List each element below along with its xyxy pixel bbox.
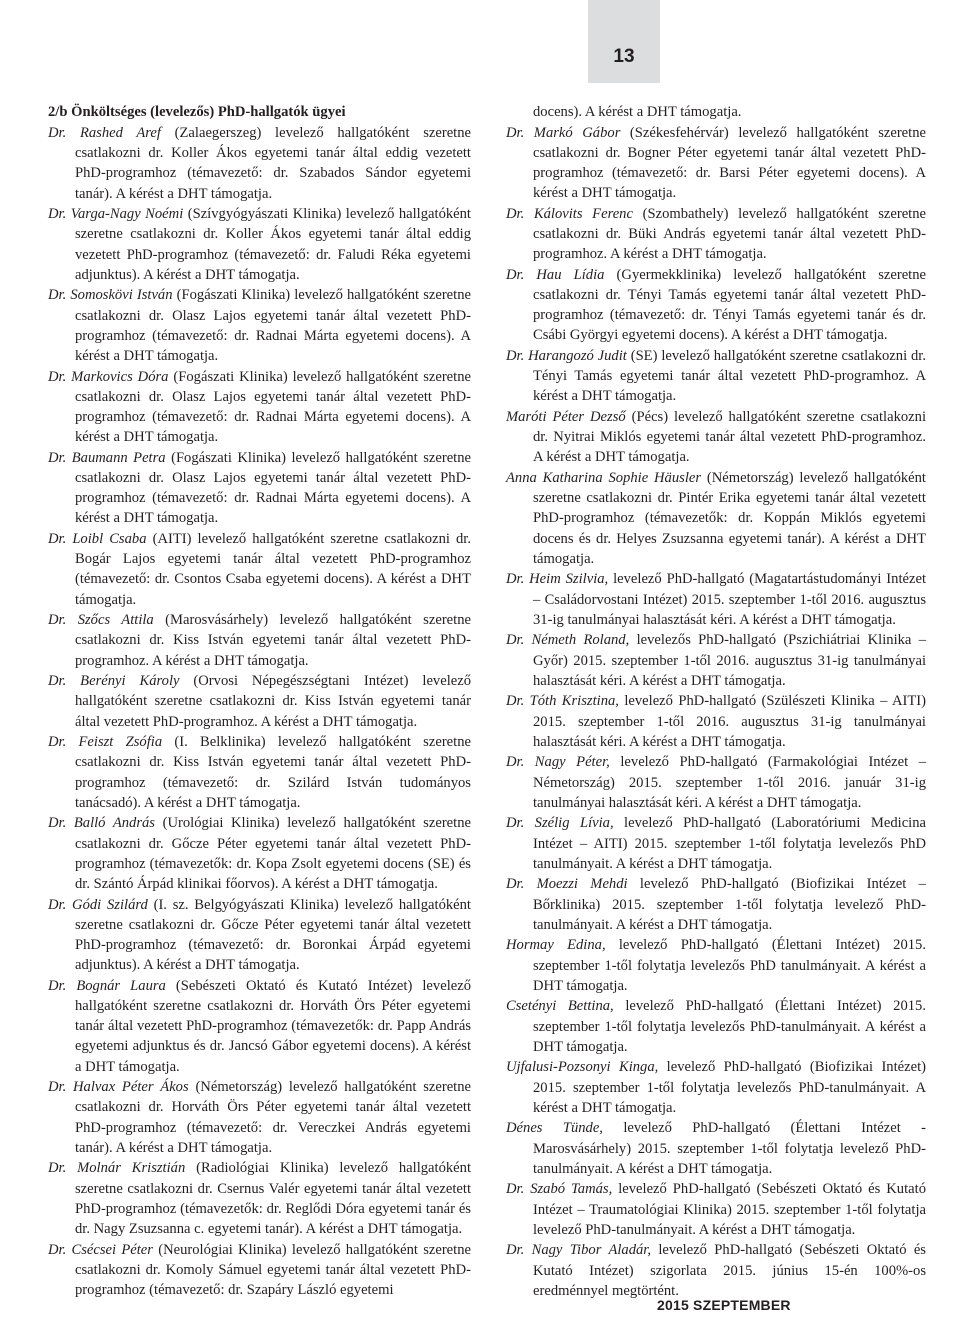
page-number-box xyxy=(588,0,660,83)
entry-person-name: Dr. Nagy Péter, xyxy=(506,754,610,771)
entry-person-name: Dr. Harangozó Judit xyxy=(506,348,627,364)
entry-paragraph xyxy=(506,752,926,813)
entry-person-name: Dr. Hau Lídia xyxy=(506,266,605,283)
right-column xyxy=(506,102,926,1301)
entry-paragraph xyxy=(506,874,926,935)
entry-text: (Székesfehérvár) levelező hallgatóként szeretne csatlakozni dr. Bogner Péter egyetemi tanár által vezetett PhD-programhoz (témavezető: dr. Barsi Péter egyetemi docens). A kérést a DHT támogatja. xyxy=(533,124,926,202)
entry-person-name: Dr. Szabó Tamás, xyxy=(506,1181,613,1198)
entry-text: (Fogászati Klinika) levelező hallgatóként szeretne csatlakozni dr. Olasz Lajos egyetemi tanár által vezetett PhD-programhoz (témavezető: dr. Radnai Márta egyetemi docens). A kérést a DHT támogatja. xyxy=(75,287,471,365)
entry-text: levelező PhD-hallgató (Élettani Intézet) 2015. szeptember 1-től folytatja levelezős PhD-tanulmányait. A kérést a DHT támogatja. xyxy=(533,998,926,1055)
entry-person-name: Anna Katharina Sophie Häusler xyxy=(506,470,702,486)
entry-paragraph xyxy=(506,1179,926,1240)
entry-text: levelező PhD-hallgató (Magatartástudományi Intézet – Családorvostani Intézet) 2015. szeptember 1-től 2016. augusztus 31-ig tanulmányai halasztását kéri. A kérést a DHT támogatja. xyxy=(533,571,927,628)
entry-paragraph xyxy=(506,468,926,569)
entry-paragraph xyxy=(506,204,926,265)
entry-person-name: Dr. Tóth Krisztina, xyxy=(506,693,619,710)
footer-issue-date: 2015 SZEPTEMBER xyxy=(657,1297,791,1313)
entry-person-name: Dr. Halvax Péter Ákos xyxy=(48,1079,189,1096)
entry-paragraph xyxy=(506,123,926,204)
left-entry-list xyxy=(48,123,471,1300)
entry-person-name: Dr. Berényi Károly xyxy=(48,673,180,690)
entry-paragraph xyxy=(48,1077,471,1158)
entry-text: (Szívgyógyászati Klinika) levelező hallgatóként szeretne csatlakozni dr. Koller Ákos egyetemi tanár által eddig vezetett PhD-programhoz (témavezető: dr. Faludi Réka egyetemi adjunktus). A kérést a DHT támogatja. xyxy=(75,206,471,283)
entry-paragraph xyxy=(506,1118,926,1179)
entry-paragraph xyxy=(48,204,471,285)
entry-person-name: Dr. Nagy Tibor Aladár, xyxy=(506,1242,652,1259)
right-continuation: docens). A kérést a DHT támogatja. xyxy=(533,104,742,120)
entry-text: (Pécs) levelező hallgatóként szeretne csatlakozni dr. Nyitrai Miklós egyetemi tanár által vezetett PhD-programhoz. A kérést a DHT támogatja. xyxy=(533,409,926,466)
entry-paragraph xyxy=(48,123,471,204)
entry-person-name: Dr. Baumann Petra xyxy=(48,449,166,466)
entry-text: (I. Belklinika) levelező hallgatóként szeretne csatlakozni dr. Kiss István egyetemi tanár által vezetett PhD-programhoz (témavezető: dr. Szilárd István tudományos tanácsadó). A kérést a DHT támogatja. xyxy=(75,734,471,811)
entry-paragraph xyxy=(48,367,471,448)
entry-person-name: Dr. Gódi Szilárd xyxy=(48,896,148,913)
entry-text: (Szombathely) levelező hallgatóként szeretne csatlakozni dr. Büki András egyetemi tanár által vezetett PhD-programhoz. A kérést a DHT támogatja. xyxy=(533,205,926,263)
entry-paragraph xyxy=(48,448,471,529)
entry-paragraph xyxy=(48,610,471,671)
entry-paragraph xyxy=(48,732,471,813)
entry-person-name: Dr. Szőcs Attila xyxy=(48,612,154,629)
entry-paragraph xyxy=(506,569,926,630)
entry-person-name: Dr. Feiszt Zsófia xyxy=(48,734,163,751)
entry-person-name: Hormay Edina, xyxy=(506,937,606,954)
entry-text: (SE) levelező hallgatóként szeretne csatlakozni dr. Tényi Tamás egyetemi tanár által vezetett PhD-programhoz. A kérést a DHT támogatja. xyxy=(533,348,926,405)
entry-person-name: Dr. Markó Gábor xyxy=(506,124,621,141)
entry-text: (Orvosi Népegészségtani Intézet) levelező hallgatóként szeretne csatlakozni dr. Kiss István egyetemi tanár által vezetett PhD-programhoz. A kérést a DHT támogatja. xyxy=(75,673,471,730)
entry-text: (I. sz. Belgyógyászati Klinika) levelező hallgatóként szeretne csatlakozni dr. Gőcze Péter egyetemi tanár által vezetett PhD-programhoz (témavezető: dr. Boronkai Árpád egyetemi adjunktus). A kérést a DHT támogatja. xyxy=(75,896,471,974)
entry-text: levelező PhD-hallgató (Élettani Intézet) 2015. szeptember 1-től folytatja levelezős PhD tanulmányait. A kérést a DHT támogatja. xyxy=(533,937,926,994)
entry-text: levelező PhD-hallgató (Szülészeti Klinika – AITI) 2015. szeptember 1-től 2016. augusztus 31-ig tanulmányai halasztását kéri. A kérést a DHT támogatja. xyxy=(533,693,926,750)
left-column xyxy=(48,102,471,1301)
entry-paragraph xyxy=(506,935,926,996)
entry-text: (Neurológiai Klinika) levelező hallgatóként szeretne csatlakozni dr. Komoly Sámuel egyetemi tanár által vezetett PhD-programhoz (témavezető: dr. Szapáry László egyetemi xyxy=(75,1241,471,1299)
entry-text: levelező PhD-hallgató (Sebészeti Oktató és Kutató Intézet) szigorlata 2015. június 15-én 100%-os eredménnyel megtörtént. xyxy=(533,1242,926,1299)
entry-person-name: Dr. Markovics Dóra xyxy=(48,368,169,385)
entry-person-name: Dr. Németh Roland, xyxy=(506,632,630,649)
entry-paragraph xyxy=(506,1240,926,1301)
entry-text: (Urológiai Klinika) levelező hallgatóként szeretne csatlakozni dr. Gőcze Péter egyetemi tanár által vezetett PhD-programhoz (témavezetők: dr. Kopa Zsolt egyetemi docens (SE) és dr. Szántó Árpád klinikai főorvos). A kérést a DHT támogatja. xyxy=(75,815,471,893)
entry-text: levelező PhD-hallgató (Biofizikai Intézet – Bőrklinika) 2015. szeptember 1-től folytatja levelező PhD-tanulmányait. A kérést a DHT támogatja. xyxy=(533,876,926,933)
entry-person-name: Dr. Rashed Aref xyxy=(48,125,161,141)
section-heading: 2/b Önköltséges (levelezős) PhD-hallgatók ügyei xyxy=(48,104,346,120)
entry-text: (Németország) levelező hallgatóként szeretne csatlakozni dr. Horváth Örs Péter egyetemi tanár által vezetett PhD-programhoz (témavezető: dr. Vereczkei András egyetemi tanár). A kérést a DHT támogatja. xyxy=(75,1079,471,1156)
entry-paragraph xyxy=(506,996,926,1057)
entry-text: levelező PhD-hallgató (Sebészeti Oktató és Kutató Intézet – Traumatológiai Klinika) 2015. szeptember 1-től folytatja levelező PhD-tanulmányait. A kérést a DHT támogatja. xyxy=(533,1181,926,1238)
entry-paragraph xyxy=(506,265,926,346)
entry-text: levelező PhD-hallgató (Biofizikai Intézet) 2015. szeptember 1-től folytatja levelezős PhD-tanulmányait. A kérést a DHT támogatja. xyxy=(533,1059,927,1116)
entry-person-name: Dr. Loibl Csaba xyxy=(48,531,147,548)
entry-paragraph xyxy=(48,1158,471,1239)
entry-person-name: Dr. Molnár Krisztián xyxy=(48,1160,186,1177)
entry-person-name: Dr. Heim Szilvia, xyxy=(506,571,609,588)
entry-paragraph xyxy=(506,407,926,468)
entry-text: levelező PhD-hallgató (Laboratóriumi Medicina Intézet – AITI) 2015. szeptember 1-től folytatja levelezős PhD tanulmányait. A kérést a DHT támogatja. xyxy=(533,815,926,872)
entry-text: (Sebészeti Oktató és Kutató Intézet) levelező hallgatóként szeretne csatlakozni dr. Horváth Örs Péter egyetemi tanár által vezetett PhD-programhoz (témavezetők: dr. Papp András egyetemi adjunktus és dr. Jancsó Gábor egyetemi docens). A kérést a DHT támogatja. xyxy=(75,977,471,1075)
entry-paragraph xyxy=(506,346,926,407)
entry-person-name: Dr. Csécsei Péter xyxy=(48,1241,153,1258)
entry-paragraph xyxy=(48,895,471,976)
entry-person-name: Dénes Tünde, xyxy=(506,1120,603,1137)
entry-paragraph xyxy=(506,1057,926,1118)
entry-paragraph xyxy=(48,285,471,366)
entry-paragraph xyxy=(48,671,471,732)
entry-text: (Radiológiai Klinika) levelező hallgatóként szeretne csatlakozni dr. Csernus Valér egyetemi tanár által vezetett PhD-programhoz (témavezetők: dr. Reglődi Dóra egyetemi tanár és dr. Nagy Zsuzsanna c. egyetemi tanár). A kérést a DHT támogatja. xyxy=(75,1160,471,1238)
entry-person-name: Csetényi Bettina, xyxy=(506,998,614,1015)
entry-paragraph xyxy=(506,813,926,874)
entry-text: (Fogászati Klinika) levelező hallgatóként szeretne csatlakozni dr. Olasz Lajos egyetemi tanár által vezetett PhD-programhoz (témavezető: dr. Radnai Márta egyetemi docens). A kérést a DHT támogatja. xyxy=(75,449,472,527)
page-number: 13 xyxy=(613,46,635,67)
entry-person-name: Ujfalusi-Pozsonyi Kinga, xyxy=(506,1059,659,1076)
entry-person-name: Maróti Péter Dezső xyxy=(506,409,626,425)
entry-text: levelezős PhD-hallgató (Pszichiátriai Klinika – Győr) 2015. szeptember 1-től 2016. augusztus 31-ig tanulmányai halasztását kéri. A kérést a DHT támogatja. xyxy=(533,632,927,689)
entry-person-name: Dr. Somoskövi István xyxy=(48,287,173,304)
entry-text: (AITI) levelező hallgatóként szeretne csatlakozni dr. Bogár Lajos egyetemi tanár által vezetett PhD-programhoz (témavezető: dr. Csontos Csaba egyetemi docens). A kérést a DHT támogatja. xyxy=(75,531,471,608)
entry-text: (Fogászati Klinika) levelező hallgatóként szeretne csatlakozni dr. Olasz Lajos egyetemi tanár által vezetett PhD-programhoz (témavezető: dr. Radnai Márta egyetemi docens). A kérést a DHT támogatja. xyxy=(75,368,471,446)
entry-text: levelező PhD-hallgató (Farmakológiai Intézet – Németország) 2015. szeptember 1-től 2016. január 31-ig tanulmányai halasztását kéri. A kérést a DHT támogatja. xyxy=(533,754,926,811)
entry-paragraph xyxy=(48,529,471,610)
right-entry-list xyxy=(506,123,926,1301)
entry-paragraph xyxy=(506,630,926,691)
entry-text: (Németország) levelező hallgatóként szeretne csatlakozni dr. Pintér Erika egyetemi tanár által vezetett PhD-programhoz (témavezetők: dr. Koppán Miklós egyetemi docens és dr. Helyes Zsuzsanna egyetemi tanár). A kérést a DHT támogatja. xyxy=(533,470,926,567)
entry-person-name: Dr. Kálovits Ferenc xyxy=(506,205,633,222)
entry-person-name: Dr. Varga-Nagy Noémi xyxy=(48,206,184,223)
entry-text: (Marosvásárhely) levelező hallgatóként szeretne csatlakozni dr. Kiss István egyetemi tanár által vezetett PhD-programhoz. A kérést a DHT támogatja. xyxy=(75,612,471,669)
entry-person-name: Dr. Bognár Laura xyxy=(48,977,166,994)
entry-person-name: Dr. Szélig Lívia, xyxy=(506,815,614,832)
entry-paragraph xyxy=(506,691,926,752)
entry-paragraph xyxy=(48,1240,471,1301)
entry-person-name: Dr. Balló András xyxy=(48,815,155,832)
entry-text: levelező PhD-hallgató (Élettani Intézet - Marosvásárhely) 2015. szeptember 1-től folytatja levelező PhD-tanulmányait. A kérést a DHT támogatja. xyxy=(533,1120,926,1177)
entry-paragraph xyxy=(48,976,471,1077)
entry-text: (Zalaegerszeg) levelező hallgatóként szeretne csatlakozni dr. Koller Ákos egyetemi tanár által eddig vezetett PhD-programhoz (témavezető: dr. Szabados Sándor egyetemi tanár). A kérést a DHT támogatja. xyxy=(75,125,472,202)
entry-paragraph xyxy=(48,813,471,894)
entry-text: (Gyermekklinika) levelező hallgatóként szeretne csatlakozni dr. Tényi Tamás egyetemi tanár által vezetett PhD-programhoz (témavezető: dr. Tényi Tamás egyetemi tanár és dr. Csábi Györgyi egyetemi docens). A kérést a DHT támogatja. xyxy=(533,266,926,344)
entry-person-name: Dr. Moezzi Mehdi xyxy=(506,876,628,893)
